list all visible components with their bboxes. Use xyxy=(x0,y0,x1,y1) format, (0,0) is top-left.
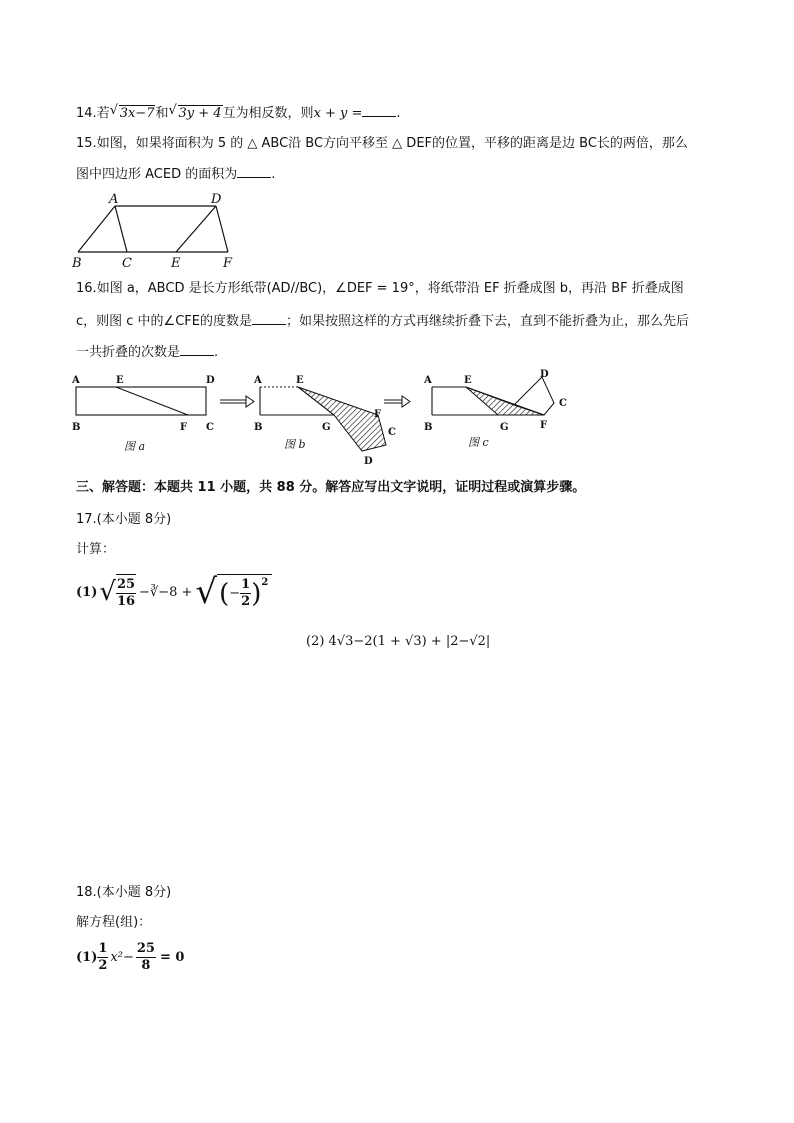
label-f: F xyxy=(540,420,548,431)
label-c: C xyxy=(206,422,214,433)
arrow-right-icon xyxy=(384,396,410,407)
label-a: A xyxy=(72,375,80,386)
label-b: B xyxy=(72,422,81,433)
label-e: E xyxy=(464,375,472,386)
question-16-line-3 xyxy=(76,343,218,362)
numerator: 25 xyxy=(116,577,136,592)
label-e: E xyxy=(116,375,124,386)
period: . xyxy=(396,106,401,121)
question-17-part-1 xyxy=(76,572,272,612)
question-16-line-1 xyxy=(76,280,684,298)
denominator: 16 xyxy=(116,594,136,609)
question-text: 如图 a，ABCD 是长方形纸带(AD//BC)，∠DEF = 19°，将纸带沿 EF 折叠成图 b，再沿 BF 折叠成图 xyxy=(96,281,684,296)
answer-blank-2[interactable] xyxy=(180,343,214,356)
label-g: G xyxy=(500,422,509,433)
question-text: 图中四边形 ACED 的面积为 xyxy=(76,167,238,182)
label-b: B xyxy=(254,422,263,433)
caption-figure-a: 图 a xyxy=(124,440,146,453)
section-3-header: 三、解答题：本题共 11 小题，共 88 分。解答应写出文字说明，证明过程或演算步骤。 xyxy=(76,480,586,495)
radical-sign: √ xyxy=(99,577,116,607)
question-16-line-2 xyxy=(76,312,689,331)
fraction-1-2 xyxy=(240,577,251,610)
part-label: (1) xyxy=(76,950,98,965)
segment-df xyxy=(216,206,228,252)
fraction-25-16 xyxy=(116,574,136,610)
label-d: D xyxy=(206,375,215,386)
exponent: 2 xyxy=(261,577,269,588)
question-number: 14. xyxy=(76,106,97,121)
radical-2: √ 3y + 4 xyxy=(168,103,222,121)
period: . xyxy=(271,167,276,182)
answer-blank[interactable] xyxy=(237,165,271,178)
label-b: B xyxy=(72,256,82,270)
denominator: 8 xyxy=(141,958,151,973)
label-f: F xyxy=(223,256,233,270)
middle-terms: −∛−8 + xyxy=(139,584,193,600)
question-14 xyxy=(76,104,401,123)
answer-blank-1[interactable] xyxy=(252,312,286,325)
segment-ac xyxy=(115,206,127,252)
label-b: B xyxy=(424,422,433,433)
text: 若 xyxy=(96,106,110,121)
caption-figure-b: 图 b xyxy=(284,438,306,451)
question-number: 16. xyxy=(76,281,97,296)
segment-ab xyxy=(78,206,115,252)
label-d: D xyxy=(540,369,549,380)
label-e: E xyxy=(296,375,304,386)
label-d: D xyxy=(211,192,222,207)
figure-c xyxy=(432,377,554,415)
numerator: 25 xyxy=(136,941,155,956)
question-17-part-2: (2) 4√3−2(1 + √3) + |2−√2| xyxy=(306,634,491,649)
question-text: c，则图 c 中的∠CFE的度数是 xyxy=(76,314,252,329)
fraction-25-8 xyxy=(136,941,156,974)
figure-15-parallelogram xyxy=(70,190,240,270)
denominator: 2 xyxy=(241,594,251,609)
label-a: A xyxy=(109,192,119,207)
radicand: 3y + 4 xyxy=(178,106,222,121)
question-text: ；如果按照这样的方式再继续折叠下去，直到不能折叠为止，那么先后 xyxy=(285,314,689,329)
label-g: G xyxy=(322,422,331,433)
period: . xyxy=(214,345,219,360)
label-e: E xyxy=(171,256,181,270)
label-c: C xyxy=(559,398,567,409)
numerator: 1 xyxy=(241,577,251,592)
figure-a xyxy=(76,387,206,415)
numerator: 1 xyxy=(98,941,108,956)
question-18-part-1 xyxy=(76,941,184,974)
close-paren: ) xyxy=(251,578,262,609)
question-18-prompt: 解方程(组)： xyxy=(76,915,152,930)
text: 和 xyxy=(155,106,169,121)
question-15-line-2 xyxy=(76,165,275,184)
equals-zero: = 0 xyxy=(159,950,185,965)
caption-figure-c: 图 c xyxy=(468,436,489,449)
question-18-title: 18.(本小题 8分) xyxy=(76,885,172,900)
radical-1: √ 3x−7 xyxy=(109,103,155,121)
question-text: 如图，如果将面积为 5 的 △ ABC沿 BC方向平移至 △ DEF的位置，平移的距离是边 BC长的两倍，那么 xyxy=(96,136,688,151)
label-f: F xyxy=(374,409,382,420)
answer-blank[interactable] xyxy=(362,104,396,117)
label-a: A xyxy=(254,375,262,386)
figure-16-folding-strips xyxy=(66,365,586,470)
expression: x + y = xyxy=(313,106,363,121)
radicand-group: ( − $\frac{1}{2}$ ) $^2$ xyxy=(217,574,272,610)
x-squared-term: x²− xyxy=(110,950,134,965)
question-text: 一共折叠的次数是 xyxy=(76,345,181,360)
text: 互为相反数，则 xyxy=(222,106,314,121)
label-c: C xyxy=(388,427,396,438)
radical-sign: √ xyxy=(195,572,218,612)
question-number: 15. xyxy=(76,136,97,151)
radicand: 3x−7 xyxy=(119,106,155,121)
label-f: F xyxy=(180,422,188,433)
part-label: (1) xyxy=(76,584,98,600)
question-17-prompt: 计算： xyxy=(76,542,116,557)
figure-b xyxy=(260,387,386,451)
segment-de xyxy=(176,206,216,252)
question-15-line-1 xyxy=(76,135,688,153)
question-17-title: 17.(本小题 8分) xyxy=(76,512,172,527)
open-paren: ( xyxy=(219,578,230,609)
arrow-right-icon xyxy=(220,396,254,407)
label-a: A xyxy=(424,375,432,386)
fraction-1-2 xyxy=(97,941,108,974)
denominator: 2 xyxy=(98,958,108,973)
label-c: C xyxy=(122,256,132,270)
label-d: D xyxy=(364,456,373,467)
